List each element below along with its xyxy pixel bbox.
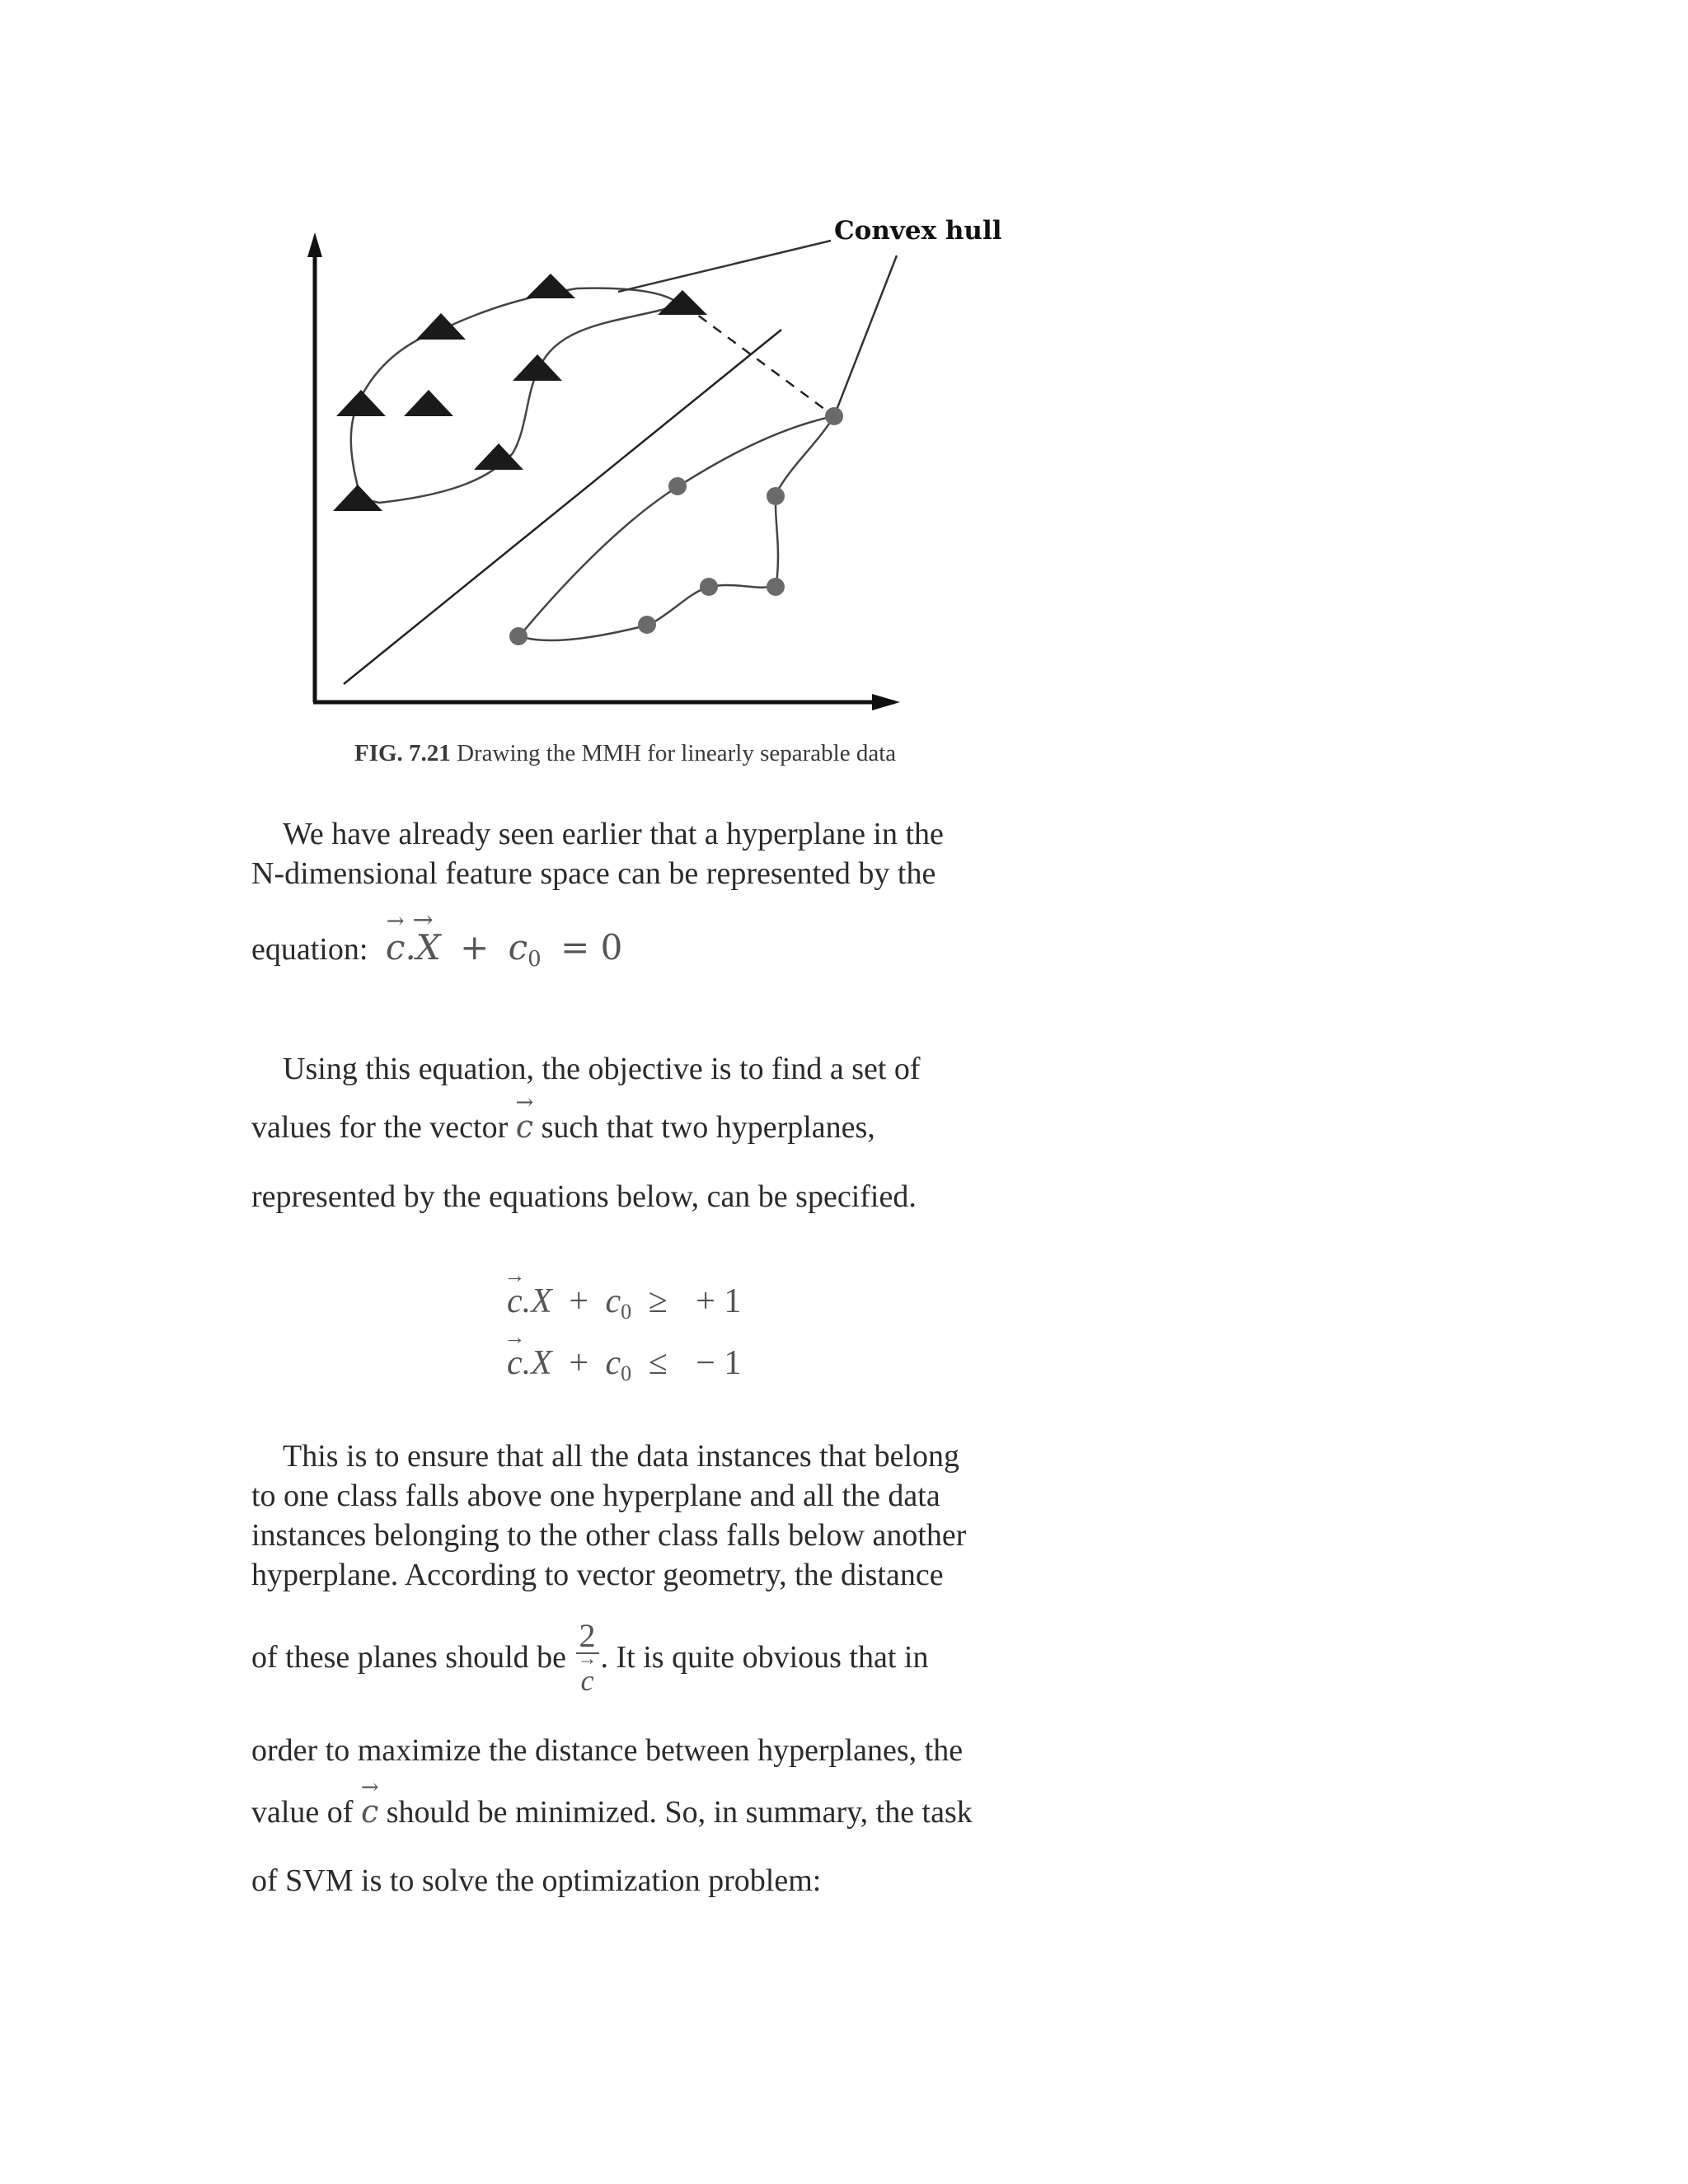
mmh-figure (280, 190, 1022, 733)
triangle-point (526, 274, 575, 298)
para3-line4: hyperplane. According to vector geometry, the distance (251, 1558, 944, 1592)
circle-point (767, 487, 785, 505)
figure-caption-text: Drawing the MMH for linearly separable data (457, 740, 897, 766)
para3-line3: instances belonging to the other class falls below another (251, 1518, 967, 1553)
figure-caption (354, 740, 1096, 767)
para3-line5: of these planes should be 2 → c . It is quite obvious that in (251, 1619, 928, 1695)
triangle-point (333, 485, 382, 511)
triangle-convex-hull (351, 288, 680, 503)
para3-line2: to one class falls above one hyperplane and all the data (251, 1479, 940, 1513)
inequality-lower: → $c.X + c_0$ ≤ − 1 (507, 1343, 741, 1386)
para1-line1: We have already seen earlier that a hyperplane in the (283, 817, 944, 851)
para3-line7: value of → c should be minimized. So, in summary, the task (251, 1793, 973, 1830)
triangle-point (404, 390, 453, 416)
circle-point (825, 407, 843, 425)
y-axis-arrowhead (307, 232, 322, 257)
circle-point (700, 578, 718, 596)
circle-point (668, 477, 687, 495)
margin-dashed-line (684, 305, 834, 416)
vector-c: → c (361, 1793, 378, 1830)
para1-line3 (251, 927, 622, 972)
figure-label: FIG. 7.21 (354, 740, 451, 766)
para1-line2: N-dimensional feature space can be represented by the (251, 856, 936, 891)
para3-line6: order to maximize the distance between hyperplanes, the (251, 1733, 964, 1768)
separating-hyperplane (344, 330, 781, 684)
mmh-diagram (280, 190, 1022, 733)
distance-fraction: 2 → c (576, 1619, 599, 1695)
circle-convex-hull (519, 416, 834, 640)
circle-point (509, 627, 528, 645)
label-pointer-1 (618, 241, 831, 292)
x-axis-arrowhead (872, 694, 900, 710)
convex-hull-label: Convex hull (834, 216, 1002, 246)
triangle-point (513, 354, 562, 381)
hyperplane-equation: → $c\to .X + c_0 = 0$ (386, 927, 622, 968)
inequality-upper: → $c.X + c_0$ ≥ + 1 (507, 1282, 741, 1324)
para3-line8: of SVM is to solve the optimization problem: (251, 1863, 822, 1898)
para3-line1: This is to ensure that all the data instances that belong (283, 1439, 960, 1474)
triangle-point (416, 313, 466, 340)
triangle-point (336, 390, 386, 416)
vector-c: → c (516, 1108, 533, 1145)
circle-point (638, 616, 656, 634)
label-pointer-2 (834, 255, 897, 416)
triangle-point (658, 290, 707, 315)
para2-line1: Using this equation, the objective is to find a set of (283, 1052, 921, 1086)
circle-point (767, 578, 785, 596)
para2-line3: represented by the equations below, can be specified. (251, 1179, 917, 1214)
para2-line2: values for the vector → c such that two hyperplanes, (251, 1108, 875, 1146)
equation-prefix: equation: (251, 932, 368, 967)
